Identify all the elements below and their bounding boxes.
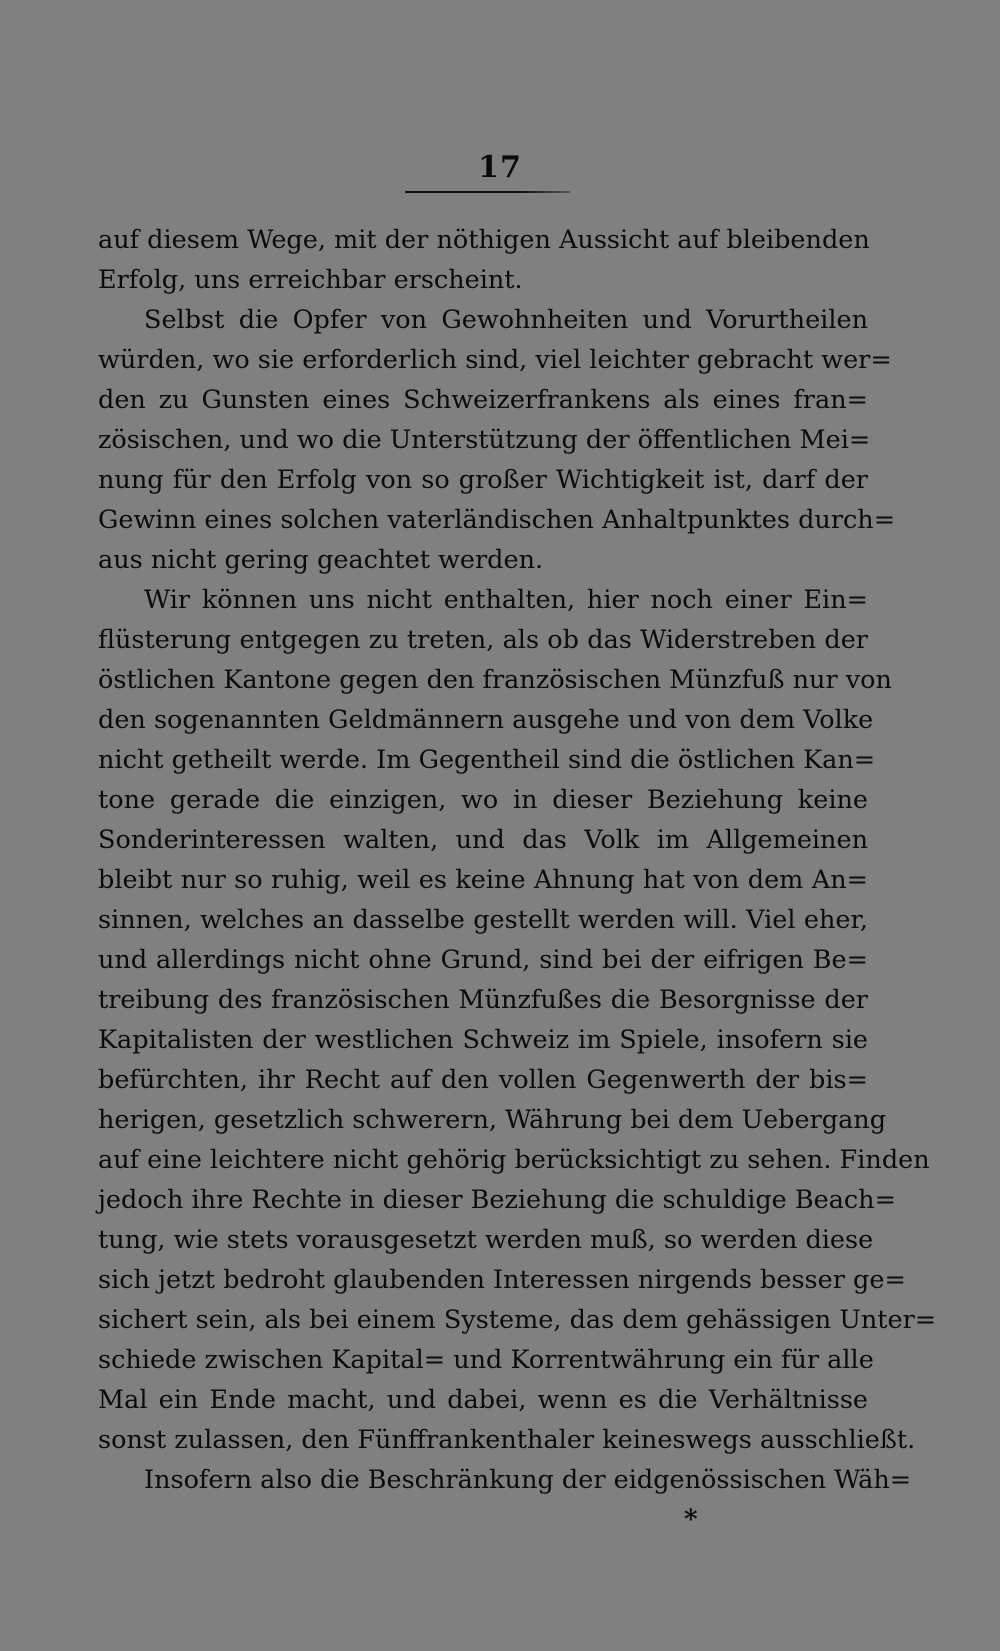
text-line: flüsterung entgegen zu treten, als ob das Widerstreben der bbox=[98, 625, 868, 655]
signature-mark: * bbox=[684, 1505, 698, 1535]
text-line: herigen, gesetzlich schwerern, Währung bei dem Uebergang bbox=[98, 1105, 887, 1135]
text-line: treibung des französischen Münzfußes die Besorgnisse der bbox=[98, 985, 868, 1015]
text-line: befürchten, ihr Recht auf den vollen Gegenwerth der bis= bbox=[98, 1065, 868, 1095]
text-line: tung, wie stets vorausgesetzt werden muß, so werden diese bbox=[98, 1225, 874, 1255]
text-line: Gewinn eines solchen vaterländischen Anhaltpunktes durch= bbox=[98, 505, 896, 535]
text-line: Erfolg, uns erreichbar erscheint. bbox=[98, 265, 523, 295]
text-line: Insofern also die Beschränkung der eidgenössischen Wäh= bbox=[144, 1465, 912, 1495]
header-rule bbox=[405, 191, 570, 193]
text-line: östlichen Kantone gegen den französischen Münzfuß nur von bbox=[98, 665, 892, 695]
body-text bbox=[98, 220, 937, 1500]
text-line: jedoch ihre Rechte in dieser Beziehung die schuldige Beach= bbox=[98, 1185, 896, 1215]
text-line: nung für den Erfolg von so großer Wichtigkeit ist, darf der bbox=[98, 465, 868, 495]
text-line: auf diesem Wege, mit der nöthigen Aussicht auf bleibenden bbox=[98, 225, 870, 255]
text-line: zösischen, und wo die Unterstützung der öffentlichen Mei= bbox=[98, 425, 871, 455]
text-line: aus nicht gering geachtet werden. bbox=[98, 545, 544, 575]
text-line: bleibt nur so ruhig, weil es keine Ahnung hat von dem An= bbox=[98, 865, 868, 895]
text-line: Selbst die Opfer von Gewohnheiten und Vorurtheilen bbox=[144, 305, 868, 335]
text-line: Kapitalisten der westlichen Schweiz im Spiele, insofern sie bbox=[98, 1025, 868, 1055]
text-line: sinnen, welches an dasselbe gestellt werden will. Viel eher, bbox=[98, 905, 868, 935]
text-line: nicht getheilt werde. Im Gegentheil sind die östlichen Kan= bbox=[98, 745, 876, 775]
text-line: sichert sein, als bei einem Systeme, das dem gehässigen Unter= bbox=[98, 1305, 937, 1335]
text-line: würden, wo sie erforderlich sind, viel leichter gebracht wer= bbox=[98, 345, 892, 375]
text-line: Sonderinteressen walten, und das Volk im Allgemeinen bbox=[98, 825, 868, 855]
text-line: und allerdings nicht ohne Grund, sind bei der eifrigen Be= bbox=[98, 945, 868, 975]
text-line: sich jetzt bedroht glaubenden Interessen nirgends besser ge= bbox=[98, 1265, 906, 1295]
text-line: den sogenannten Geldmännern ausgehe und von dem Volke bbox=[98, 705, 874, 735]
text-line: schiede zwischen Kapital= und Korrentwährung ein für alle bbox=[98, 1345, 874, 1375]
text-line: den zu Gunsten eines Schweizerfrankens als eines fran= bbox=[98, 385, 868, 415]
text-line: sonst zulassen, den Fünffrankenthaler keineswegs ausschließt. bbox=[98, 1425, 916, 1455]
text-line: Wir können uns nicht enthalten, hier noch einer Ein= bbox=[144, 585, 868, 615]
text-line: tone gerade die einzigen, wo in dieser Beziehung keine bbox=[98, 785, 868, 815]
text-line: auf eine leichtere nicht gehörig berücksichtigt zu sehen. Finden bbox=[98, 1145, 930, 1175]
text-line: Mal ein Ende macht, und dabei, wenn es die Verhältnisse bbox=[98, 1385, 868, 1415]
page-number: 17 bbox=[478, 150, 522, 185]
